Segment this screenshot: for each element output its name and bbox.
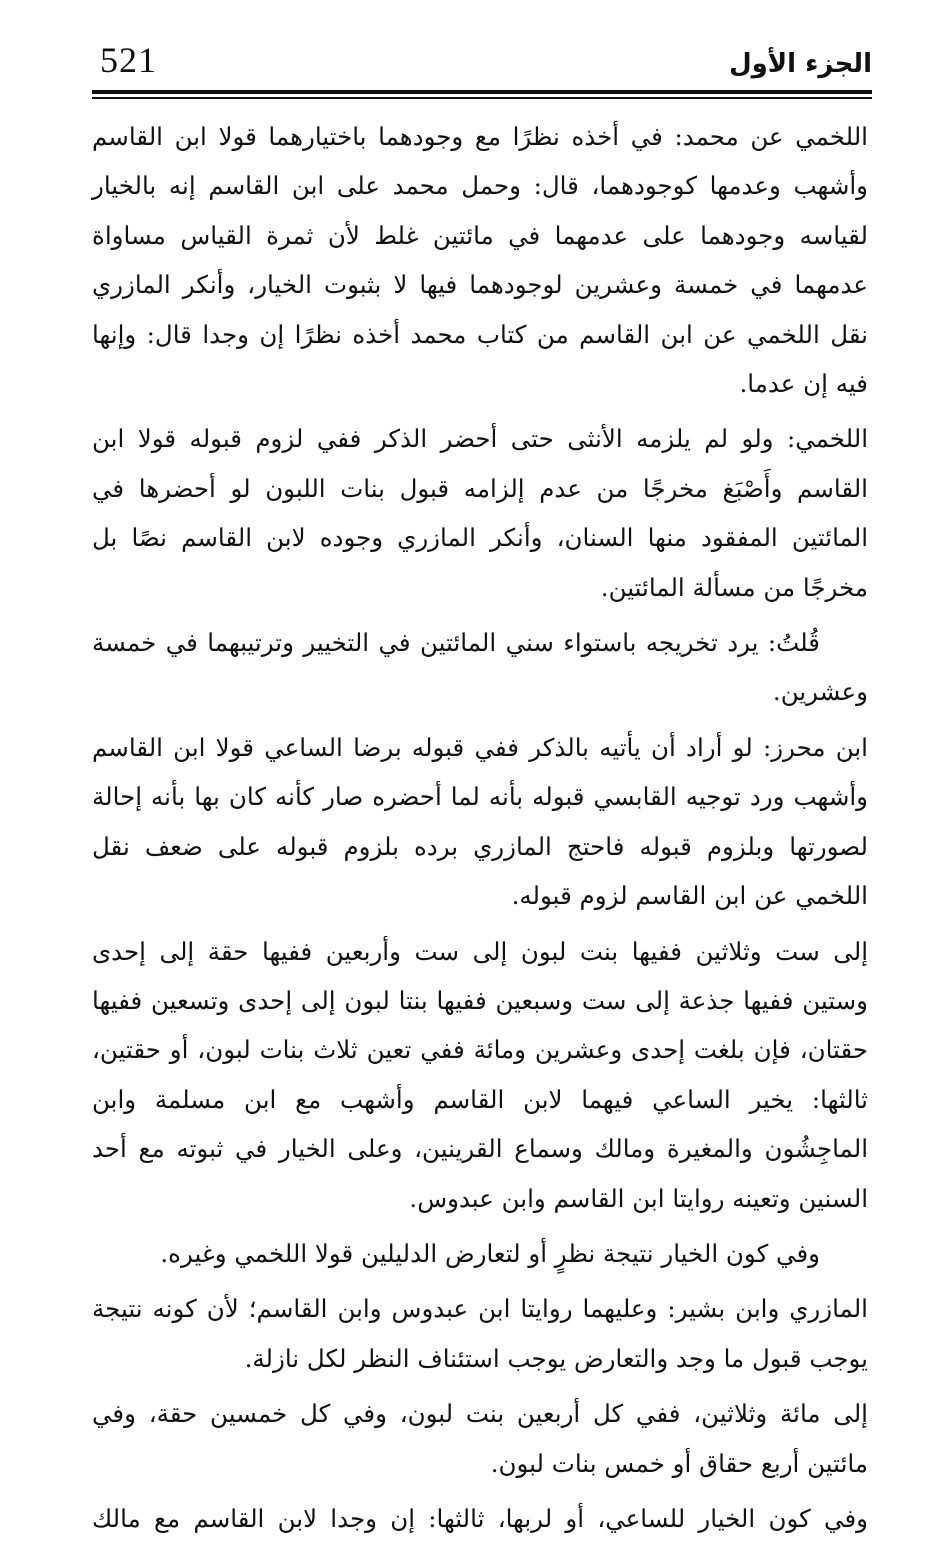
page-number: 521 [100, 40, 157, 80]
body-text [92, 112, 868, 1533]
paragraph-3: قُلتُ: يرد تخريجه باستواء سني المائتين في التخيير وترتيبهما في خمسة وعشرين. [92, 628, 868, 707]
paragraph-7: المازري وابن بشير: وعليهما روايتا ابن عبدوس وابن القاسم؛ لأن كونه نتيجة يوجب قبول ما وجد والتعارض يوجب استئناف النظر لكل نازلة. [92, 1294, 868, 1373]
paragraph-2: اللخمي: ولو لم يلزمه الأنثى حتى أحضر الذكر ففي لزوم قبوله قولا ابن القاسم وأَصْبَغ مخرجًا من عدم إلزامه قبول بنات اللبون لو أحضرها في المائتين المفقود منها السنان، وأنكر المازري وجوده لابن القاسم نصًا بل مخرجًا من مسألة المائتين. [92, 424, 868, 602]
header-rule-thick [92, 90, 872, 94]
header-rule-thin [92, 97, 872, 99]
paragraph-8: إلى مائة وثلاثين، ففي كل أربعين بنت لبون، وفي كل خمسين حقة، وفي مائتين أربع حقاق أو خمس بنات لبون. [92, 1399, 868, 1478]
paragraph-5: إلى ست وثلاثين ففيها بنت لبون إلى ست وأربعين ففيها حقة إلى إحدى وستين ففيها جذعة إلى ست وسبعين ففيها بنتا لبون إلى إحدى وتسعين ففيها حقتان، فإن بلغت إحدى وعشرين ومائة ففي تعين ثلاث بنات لبون، أو حقتين، ثالثها: يخير الساعي فيهما لابن القاسم وأشهب مع ابن مسلمة وابن الماجِشُون والمغيرة ومالك وسماع القرينين، وعلى الخيار في ثبوته مع أحد السنين وتعينه روايتا ابن القاسم وابن عبدوس. [92, 936, 868, 1213]
paragraph-6: وفي كون الخيار نتيجة نظرٍ أو لتعارض الدليلين قولا اللخمي وغيره. [160, 1238, 820, 1268]
running-title: الجزء الأول [729, 49, 872, 79]
paragraph-1: اللخمي عن محمد: في أخذه نظرًا مع وجودهما باختيارهما قولا ابن القاسم وأشهب وعدمها كوجودهما، قال: وحمل محمد على ابن القاسم إنه بالخيار لقياسه وجودهما على عدمهما في مائتين غلط لأن ثمرة القياس مساواة عدمهما في خمسة وعشرين لوجودهما فيها لا بثبوت الخيار، وأنكر المازري نقل اللخمي عن ابن القاسم من كتاب محمد أخذه نظرًا إن وجدا قال: وإنها فيه إن عدما. [92, 122, 868, 399]
paragraph-9: وفي كون الخيار للساعي، أو لربها، ثالثها: إن وجدا لابن القاسم مع مالك [92, 1503, 868, 1533]
paragraph-4: ابن محرز: لو أراد أن يأتيه بالذكر ففي قبوله برضا الساعي قولا ابن القاسم وأشهب ورد توجيه القابسي قبوله بأنه لما أحضره صار كأنه كان بها بأنه إحالة لصورتها وبلزوم قبوله فاحتج المازري برده بلزوم قبوله على ضعف نقل اللخمي عن ابن القاسم لزوم قبوله. [92, 732, 868, 911]
